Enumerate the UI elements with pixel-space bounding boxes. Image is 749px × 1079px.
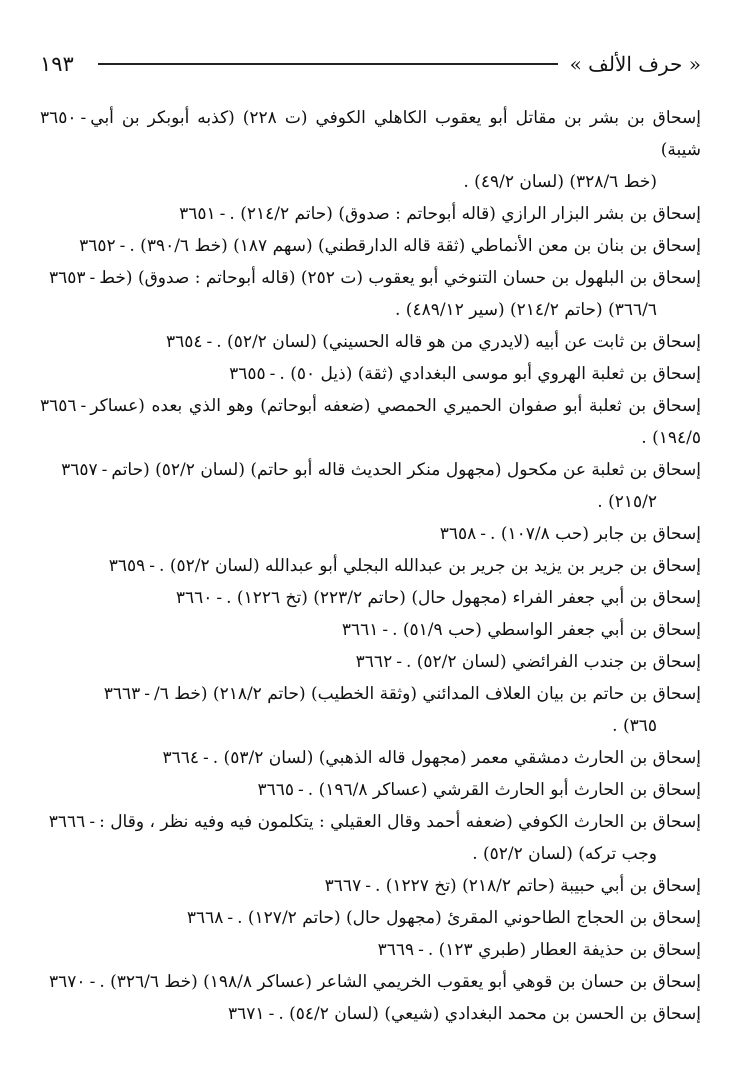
entry-dash: - [203, 748, 209, 768]
list-item [40, 934, 701, 966]
page-header [40, 40, 701, 88]
entry-text: إسحاق بن ثابت عن أبيه (لايدري من هو قاله الحسيني) (لسان ٥٢/٢) . [216, 332, 701, 352]
entry-dash: - [219, 204, 226, 224]
entry-number: ٣٦٥١ [179, 204, 216, 224]
entry-number: ٣٦٦٢ [355, 652, 393, 672]
entry-number: ٣٦٥٨ [439, 524, 477, 544]
entry-number: ٣٦٦٩ [377, 940, 415, 960]
entry-list [40, 102, 701, 1030]
entry-text-continued: ٣٦٥) . [612, 716, 657, 736]
entry-number: ٣٦٦١ [341, 620, 379, 640]
entry-text: إسحاق بن بشر البزار الرازي (قاله أبوحاتم : صدوق) (حاتم ٢١٤/٢) . [229, 204, 701, 224]
list-item [40, 390, 701, 454]
entry-text-continued: وجب تركه) (لسان ٥٢/٢) . [472, 844, 657, 864]
entry-number: ٣٦٥٣ [48, 268, 86, 288]
entry-text: إسحاق بن جابر (حب ١٠٧/٨) . [490, 524, 701, 544]
entry-number: ٣٦٧١ [228, 1004, 265, 1024]
list-item [40, 262, 701, 326]
entry-text: إسحاق بن حاتم بن بيان العلاف المدائني (وثقة الخطيب) (حاتم ٢١٨/٢) (خط ٦/ [153, 684, 701, 704]
entry-dash: - [89, 268, 96, 288]
entry-number: ٣٦٦٤ [162, 748, 199, 768]
list-item [40, 870, 701, 902]
entry-text: إسحاق بن جندب الفرائضي (لسان ٥٢/٢) . [405, 652, 701, 672]
list-item [40, 902, 701, 934]
entry-text-continued: ٢١٥/٢) . [597, 492, 657, 512]
entry-dash: - [269, 364, 276, 384]
entry-text: إسحاق بن ثعلبة الهروي أبو موسى البغدادي (ثقة) (ذيل ٥٠) . [279, 364, 701, 384]
entry-text: إسحاق بن بنان بن معن الأنماطي (ثقة قاله الدارقطني) (سهم ١٨٧) (خط ٣٩٠/٦) . [129, 236, 701, 256]
list-item [40, 806, 701, 870]
entry-dash: - [268, 1004, 275, 1024]
list-item [40, 774, 701, 806]
entry-number: ٣٦٥٩ [108, 556, 146, 576]
entry-number: ٣٦٥٦ [40, 396, 77, 416]
entry-text: إسحاق بن الحجاج الطاحوني المقرئ (مجهول حال) (حاتم ١٢٧/٢) . [237, 908, 701, 928]
list-item [40, 454, 701, 518]
entry-number: ٣٦٦٨ [186, 908, 224, 928]
entry-dash: - [144, 684, 150, 704]
list-item [40, 742, 701, 774]
entry-dash: - [396, 652, 402, 672]
list-item [40, 678, 701, 742]
entry-text: إسحاق بن أبي حبيبة (حاتم ٢١٨/٢) (تخ ١٢٢٧) . [374, 876, 701, 896]
list-item [40, 102, 701, 198]
entry-dash: - [206, 332, 213, 352]
entry-number: ٣٦٥٤ [165, 332, 203, 352]
list-item [40, 230, 701, 262]
entry-dash: - [119, 236, 126, 256]
list-item [40, 646, 701, 678]
entry-text: إسحاق بن بشر بن مقاتل أبو يعقوب الكاهلي الكوفي (ت ٢٢٨) (كذبه أبوبكر بن أبي شيبة) [90, 108, 701, 160]
entry-number: ٣٦٧٠ [49, 972, 86, 992]
entry-dash: - [80, 108, 87, 128]
entry-text: إسحاق بن حسان بن قوهي أبو يعقوب الخريمي الشاعر (عساكر ١٩٨/٨) (خط ٣٢٦/٦) . [99, 972, 701, 992]
entry-text: إسحاق بن أبي جعفر الفراء (مجهول حال) (حاتم ٢٢٣/٢) (تخ ١٢٢٦) . [226, 588, 701, 608]
entry-dash: - [365, 876, 371, 896]
entry-text-continued: ٣٦٦/٦) (حاتم ٢١٤/٢) (سير ٤٨٩/١٢) . [394, 300, 657, 320]
entry-dash: - [480, 524, 487, 544]
page-number: ١٩٣ [40, 51, 74, 76]
entry-text: إسحاق بن الحارث الكوفي (ضعفه أحمد وقال العقيلي : يتكلمون فيه وفيه نظر ، وقال : [99, 812, 701, 832]
list-item [40, 582, 701, 614]
entry-dash: - [298, 780, 304, 800]
entry-dash: - [80, 396, 87, 416]
list-item [40, 198, 701, 230]
entry-dash: - [382, 620, 389, 640]
entry-dash: - [149, 556, 156, 576]
list-item [40, 614, 701, 646]
entry-dash: - [89, 812, 96, 832]
entry-dash: - [89, 972, 96, 992]
entry-text: إسحاق بن ثعلبة عن مكحول (مجهول منكر الحديث قاله أبو حاتم) (لسان ٥٢/٢) (حاتم [111, 460, 701, 480]
list-item [40, 550, 701, 582]
entry-text: إسحاق بن الحارث دمشقي معمر (مجهول قاله الذهبي) (لسان ٥٣/٢) . [212, 748, 701, 768]
entry-number: ٣٦٥٧ [61, 460, 98, 480]
entry-text-continued: (خط ٣٢٨/٦) (لسان ٤٩/٢) . [463, 172, 657, 192]
running-title: « حرف الألف » [569, 52, 701, 76]
entry-text: إسحاق بن البلهول بن حسان التنوخي أبو يعقوب (ت ٢٥٢) (قاله أبوحاتم : صدوق) (خط [99, 268, 701, 288]
entry-dash: - [101, 460, 108, 480]
entry-text: إسحاق بن جرير بن يزيد بن جرير بن عبدالله البجلي أبو عبدالله (لسان ٥٢/٢) . [159, 556, 701, 576]
list-item [40, 998, 701, 1030]
entry-dash: - [227, 908, 234, 928]
entry-number: ٣٦٦٧ [324, 876, 362, 896]
entry-number: ٣٦٥٢ [79, 236, 116, 256]
list-item [40, 518, 701, 550]
entry-text: إسحاق بن حذيفة العطار (طبري ١٢٣) . [427, 940, 701, 960]
entry-text: إسحاق بن الحسن بن محمد البغدادي (شيعي) (لسان ٥٤/٢) . [278, 1004, 701, 1024]
entry-number: ٣٦٦٦ [48, 812, 86, 832]
entry-number: ٣٦٥٠ [40, 108, 77, 128]
entry-number: ٣٦٦٥ [257, 780, 295, 800]
header-rule [98, 63, 558, 65]
list-item [40, 326, 701, 358]
entry-dash: - [418, 940, 424, 960]
list-item [40, 966, 701, 998]
entry-number: ٣٦٦٣ [103, 684, 141, 704]
entry-dash: - [216, 588, 223, 608]
entry-text: إسحاق بن أبي جعفر الواسطي (حب ٥١/٩) . [392, 620, 701, 640]
entry-text: إسحاق بن ثعلبة أبو صفوان الحميري الحمصي (ضعفه أبوحاتم) وهو الذي بعده (عساكر ١٩٤/٥) . [90, 396, 701, 448]
entry-text: إسحاق بن الحارث أبو الحارث القرشي (عساكر ١٩٦/٨) . [307, 780, 701, 800]
entry-number: ٣٦٥٥ [229, 364, 266, 384]
list-item [40, 358, 701, 390]
entry-number: ٣٦٦٠ [175, 588, 213, 608]
